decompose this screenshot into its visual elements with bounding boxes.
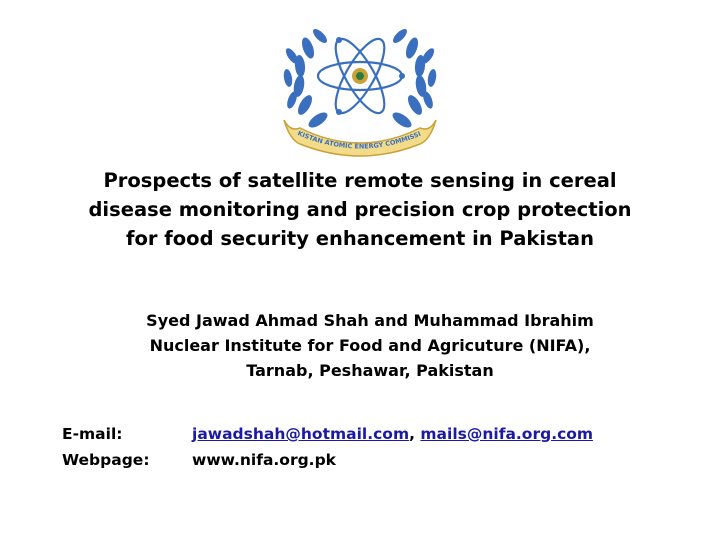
- institute-location: Tarnab, Peshawar, Pakistan: [246, 361, 494, 380]
- author-block: [60, 308, 680, 383]
- presentation-title: [20, 166, 700, 253]
- author-names: Syed Jawad Ahmad Shah and Muhammad Ibrahim: [146, 311, 594, 330]
- ribbon-text: KISTAN ATOMIC ENERGY COMMISSI: [296, 129, 423, 151]
- webpage-url[interactable]: www.nifa.org.pk: [192, 451, 336, 469]
- title-line: Prospects of satellite remote sensing in cereal: [103, 169, 617, 192]
- paec-emblem-icon: [270, 8, 450, 158]
- emblem-graphic: [270, 8, 450, 158]
- email-label: E-mail:: [62, 425, 123, 443]
- email-link-secondary[interactable]: mails@nifa.org.com: [420, 425, 594, 443]
- email-separator: ,: [409, 425, 421, 443]
- title-line: disease monitoring and precision crop protection: [88, 198, 632, 221]
- email-link-primary[interactable]: jawadshah@hotmail.com: [192, 425, 410, 443]
- title-line: for food security enhancement in Pakistan: [126, 227, 594, 250]
- email-values: [192, 421, 593, 447]
- institute-name: Nuclear Institute for Food and Agricuture (NIFA),: [149, 336, 591, 355]
- webpage-label: Webpage:: [62, 451, 150, 469]
